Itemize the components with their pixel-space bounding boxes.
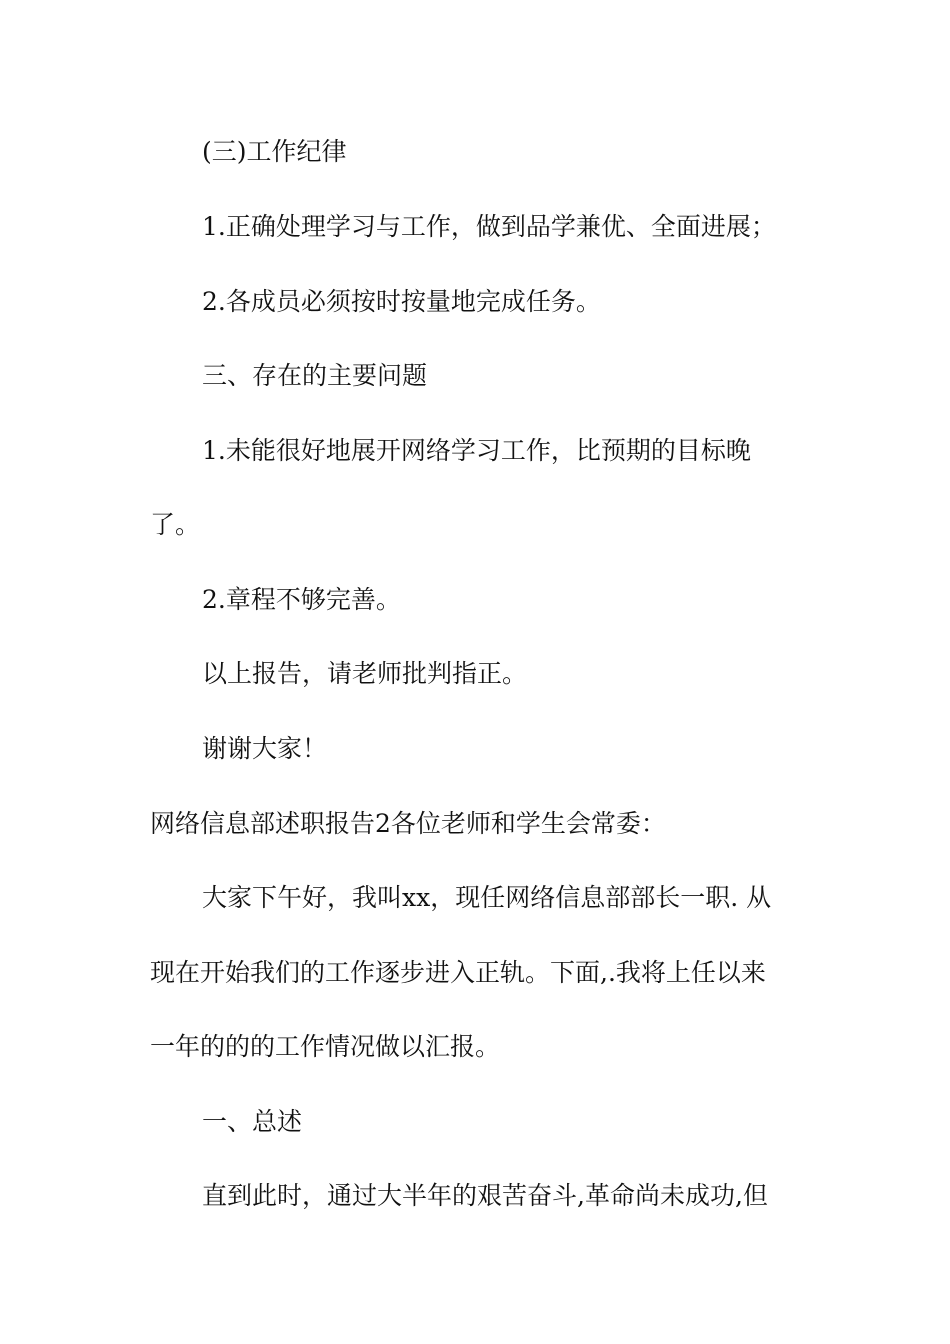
paragraph-line: 直到此时，通过大半年的艰苦奋斗,革命尚未成功,但 (202, 1181, 768, 1210)
paragraph-line: 一年的的的工作情况做以汇报。 (150, 1032, 501, 1061)
paragraph-line: 以上报告，请老师批判指正。 (202, 659, 528, 688)
section-heading-work-discipline: (三)工作纪律 (202, 137, 347, 166)
paragraph-line: 现在开始我们的工作逐步进入正轨。下面,.我将上任以来 (150, 958, 766, 987)
paragraph-line: 2.各成员必须按时按量地完成任务。 (202, 287, 601, 316)
paragraph-line: 1.正确处理学习与工作，做到品学兼优、全面进展； (202, 212, 776, 241)
report-title-line: 网络信息部述职报告2各位老师和学生会常委： (150, 809, 666, 838)
paragraph-line: 谢谢大家！ (202, 734, 328, 763)
paragraph-line: 2.章程不够完善。 (202, 585, 401, 614)
paragraph-line: 了。 (150, 510, 201, 539)
section-heading-main-problems: 三、存在的主要问题 (202, 361, 428, 390)
section-heading-overview: 一、总述 (202, 1107, 303, 1136)
paragraph-line: 1.未能很好地展开网络学习工作，比预期的目标晚 (202, 436, 751, 465)
paragraph-line: 大家下午好，我叫xx，现任网络信息部部长一职. 从 (202, 883, 772, 912)
